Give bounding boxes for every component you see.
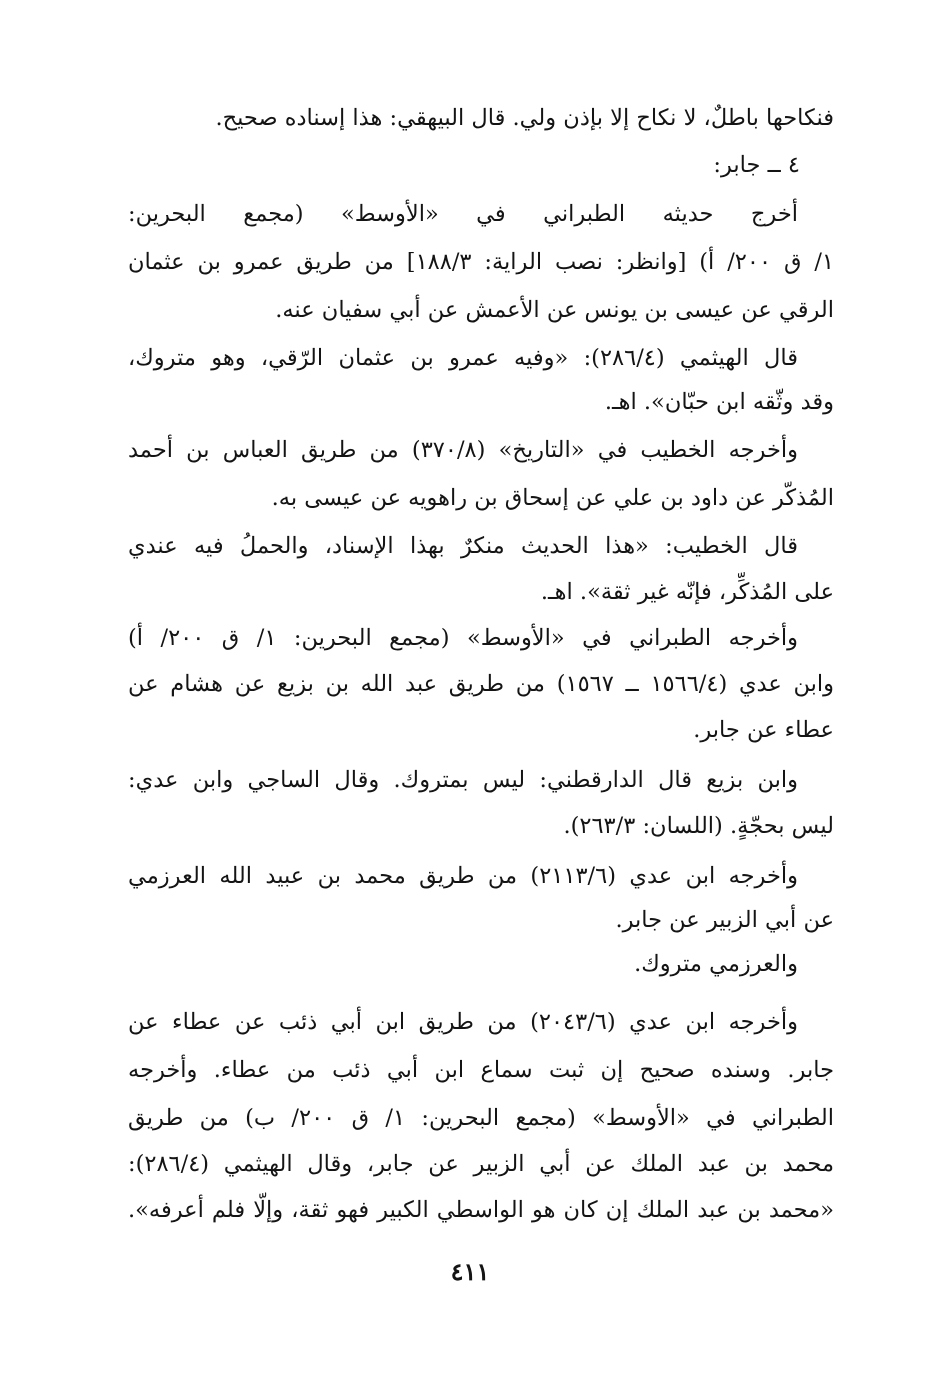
- text-line: وقد وثّقه ابن حبّان». اهـ.: [604, 389, 834, 415]
- text-line: وأخرجه الخطيب في «التاريخ» (٣٧٠/٨) من طريق العباس بن أحمد: [128, 437, 798, 463]
- text-line: والعرزمي متروك.: [634, 951, 798, 977]
- text-line: قال الهيثمي (٢٨٦/٤): «وفيه عمرو بن عثمان الرّقي، وهو متروك،: [128, 345, 798, 371]
- text-line: وابن عدي (١٥٦٦/٤ ــ ١٥٦٧) من طريق عبد الله بن بزيع عن هشام عن: [128, 671, 834, 697]
- text-line: أخرج حديثه الطبراني في «الأوسط» (مجمع البحرين:: [128, 201, 798, 227]
- text-line: الطبراني في «الأوسط» (مجمع البحرين: ١/ ق ٢٠٠/ ب) من طريق: [128, 1105, 834, 1131]
- text-line: «محمد بن عبد الملك إن كان هو الواسطي الكبير فهو ثقة، وإلّا فلم أعرفه».: [128, 1197, 834, 1223]
- text-line: قال الخطيب: «هذا الحديث منكرٌ بهذا الإسناد، والحملُ فيه عندي: [128, 533, 798, 559]
- text-line: ليس بحجّةٍ. (اللسان: ٢٦٣/٣).: [563, 813, 834, 839]
- text-line: وأخرجه ابن عدي (٢٠٤٣/٦) من طريق ابن أبي ذئب عن عطاء عن: [128, 1009, 798, 1035]
- text-line: عن أبي الزبير عن جابر.: [615, 907, 834, 933]
- text-line: وابن بزيع قال الدارقطني: ليس بمتروك. وقال الساجي وابن عدي:: [128, 767, 798, 793]
- text-line: محمد بن عبد الملك عن أبي الزبير عن جابر، وقال الهيثمي (٢٨٦/٤):: [128, 1151, 834, 1177]
- text-line: ١/ ق ٢٠٠/ أ) [وانظر: نصب الراية: ١٨٨/٣] من طريق عمرو بن عثمان: [128, 249, 834, 275]
- text-line: وأخرجه الطبراني في «الأوسط» (مجمع البحرين: ١/ ق ٢٠٠/ أ): [128, 625, 798, 651]
- text-line: عطاء عن جابر.: [693, 717, 834, 743]
- text-line: وأخرجه ابن عدي (٢١١٣/٦) من طريق محمد بن عبيد الله العرزمي: [128, 863, 798, 889]
- text-line: المُذكّر عن داود بن علي عن إسحاق بن راهويه عن عيسى به.: [271, 485, 834, 511]
- text-line: على المُذكِّر، فإنّه غير ثقة». اهـ.: [540, 579, 834, 605]
- text-line: فنكاحها باطلٌ، لا نكاح إلا بإذن ولي. قال البيهقي: هذا إسناده صحيح.: [215, 105, 834, 131]
- page-number: ٤١١: [450, 1257, 490, 1286]
- text-line: جابر. وسنده صحيح إن ثبت سماع ابن أبي ذئب من عطاء. وأخرجه: [128, 1057, 834, 1083]
- text-line: الرقي عن عيسى بن يونس عن الأعمش عن أبي سفيان عنه.: [275, 297, 834, 323]
- section-heading: ٤ ــ جابر:: [713, 152, 800, 178]
